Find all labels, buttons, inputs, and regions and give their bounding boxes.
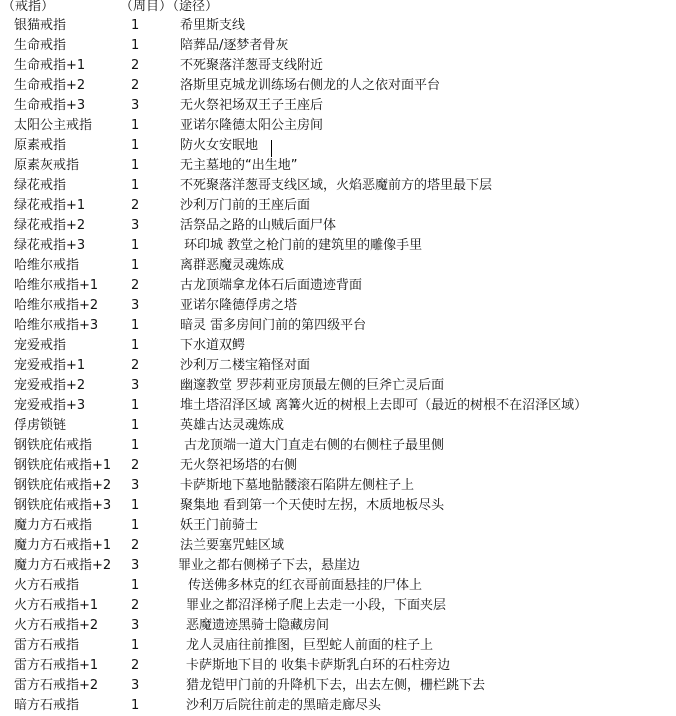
route-text: 下水道双鳄 — [180, 338, 246, 353]
cycle-number: 1 — [131, 158, 140, 173]
route-text: 环印城 教堂之枪门前的建筑里的雕像手里 — [184, 238, 423, 253]
ring-name: 生命戒指+3 — [14, 98, 86, 113]
route-text: 法兰要塞咒蛙区域 — [180, 538, 285, 553]
ring-name: 暗方石戒指 — [14, 698, 80, 713]
route-text: 离群恶魔灵魂炼成 — [180, 258, 285, 273]
cycle-number: 2 — [131, 658, 140, 673]
header-route: （途径） — [166, 0, 219, 14]
cycle-number: 2 — [131, 538, 140, 553]
ring-name: 原素戒指 — [14, 138, 67, 153]
table-row — [0, 256, 676, 276]
ring-name: 火方石戒指 — [14, 578, 80, 593]
table-row — [0, 376, 676, 396]
cycle-number: 1 — [131, 338, 140, 353]
table-row — [0, 16, 676, 36]
table-row — [0, 616, 676, 636]
route-text: 古龙顶端拿龙体石后面遗迹背面 — [180, 278, 363, 293]
table-row — [0, 656, 676, 676]
ring-name: 火方石戒指+1 — [14, 598, 99, 613]
table-row — [0, 296, 676, 316]
cycle-number: 2 — [131, 58, 140, 73]
cycle-number: 1 — [131, 438, 140, 453]
route-text: 无主墓地的“出生地” — [180, 158, 298, 173]
ring-name: 原素灰戒指 — [14, 158, 80, 173]
ring-name: 火方石戒指+2 — [14, 618, 99, 633]
ring-name: 绿花戒指+3 — [14, 238, 86, 253]
header-row — [0, 0, 676, 17]
route-text: 堆土塔沼泽区域 离篝火近的树根上去即可（最近的树根不在沼泽区域） — [180, 398, 588, 413]
table-row — [0, 476, 676, 496]
table-row — [0, 356, 676, 376]
route-text: 龙人灵庙往前推图，巨型蛇人前面的柱子上 — [186, 638, 434, 653]
cycle-number: 1 — [131, 398, 140, 413]
cycle-number: 3 — [131, 298, 140, 313]
cycle-number: 3 — [131, 218, 140, 233]
ring-name: 俘虏锁链 — [14, 418, 67, 433]
route-text: 英雄古达灵魂炼成 — [180, 418, 285, 433]
route-text: 活祭品之路的山贼后面尸体 — [180, 218, 337, 233]
ring-name: 生命戒指 — [14, 38, 67, 53]
table-row — [0, 56, 676, 76]
table-row — [0, 416, 676, 436]
route-text: 不死聚落洋葱哥支线区域，火焰恶魔前方的塔里最下层 — [180, 178, 493, 193]
route-text: 希里斯支线 — [180, 18, 246, 33]
table-row — [0, 456, 676, 476]
table-row — [0, 116, 676, 136]
route-text: 无火祭祀场双王子王座后 — [180, 98, 324, 113]
ring-name: 绿花戒指+2 — [14, 218, 86, 233]
table-row — [0, 156, 676, 176]
ring-name: 太阳公主戒指 — [14, 118, 93, 133]
ring-name: 钢铁庇佑戒指+3 — [14, 498, 112, 513]
ring-name: 雷方石戒指 — [14, 638, 80, 653]
cycle-number: 1 — [131, 698, 140, 713]
cycle-number: 2 — [131, 598, 140, 613]
table-row — [0, 576, 676, 596]
route-text: 沙利万二楼宝箱怪对面 — [180, 358, 311, 373]
cycle-number: 2 — [131, 78, 140, 93]
ring-name: 生命戒指+1 — [14, 58, 86, 73]
ring-name: 宠爱戒指 — [14, 338, 67, 353]
table-row — [0, 676, 676, 696]
route-text: 无火祭祀场塔的右侧 — [180, 458, 298, 473]
cycle-number: 1 — [131, 258, 140, 273]
cycle-number: 3 — [131, 378, 140, 393]
ring-name: 魔力方石戒指 — [14, 518, 93, 533]
cycle-number: 1 — [131, 318, 140, 333]
cycle-number: 1 — [131, 498, 140, 513]
cycle-number: 3 — [131, 478, 140, 493]
ring-name: 钢铁庇佑戒指 — [14, 438, 93, 453]
ring-name: 宠爱戒指+1 — [14, 358, 86, 373]
table-row — [0, 216, 676, 236]
route-text: 幽邃教堂 罗莎莉亚房顶最左侧的巨斧亡灵后面 — [180, 378, 445, 393]
cycle-number: 3 — [131, 618, 140, 633]
cycle-number: 3 — [131, 678, 140, 693]
ring-name: 哈维尔戒指+1 — [14, 278, 99, 293]
cycle-number: 1 — [131, 238, 140, 253]
route-text: 罪业之都沼泽梯子爬上去走一小段，下面夹层 — [186, 598, 447, 613]
cycle-number: 1 — [131, 138, 140, 153]
text-caret — [271, 140, 272, 157]
cycle-number: 3 — [131, 98, 140, 113]
ring-name: 银猫戒指 — [14, 18, 67, 33]
table-row — [0, 396, 676, 416]
route-text: 传送佛多林克的红衣哥前面悬挂的尸体上 — [188, 578, 423, 593]
table-row — [0, 636, 676, 656]
cycle-number: 1 — [131, 38, 140, 53]
cycle-number: 1 — [131, 118, 140, 133]
ring-name: 绿花戒指 — [14, 178, 67, 193]
route-text: 罪业之都右侧梯子下去，悬崖边 — [178, 558, 361, 573]
ring-name: 哈维尔戒指+3 — [14, 318, 99, 333]
header-cycle: （周目） — [120, 0, 173, 14]
cycle-number: 1 — [131, 178, 140, 193]
table-row — [0, 496, 676, 516]
table-row — [0, 96, 676, 116]
route-text: 防火女安眠地 — [180, 138, 259, 153]
cycle-number: 2 — [131, 458, 140, 473]
ring-name: 宠爱戒指+2 — [14, 378, 86, 393]
table-row — [0, 516, 676, 536]
cycle-number: 1 — [131, 578, 140, 593]
ring-name: 绿花戒指+1 — [14, 198, 86, 213]
route-text: 陪葬品/逐梦者骨灰 — [180, 38, 289, 53]
ring-name: 钢铁庇佑戒指+1 — [14, 458, 112, 473]
cycle-number: 2 — [131, 358, 140, 373]
route-text: 亚诺尔隆德太阳公主房间 — [180, 118, 324, 133]
route-text: 猎龙铠甲门前的升降机下去，出去左侧，栅栏跳下去 — [186, 678, 486, 693]
ring-name: 宠爱戒指+3 — [14, 398, 86, 413]
table-row — [0, 76, 676, 96]
route-text: 妖王门前骑士 — [180, 518, 259, 533]
route-text: 洛斯里克城龙训练场右侧龙的人之依对面平台 — [180, 78, 441, 93]
route-text: 卡萨斯地下墓地骷髅滚石陷阱左侧柱子上 — [180, 478, 415, 493]
route-text: 不死聚落洋葱哥支线附近 — [180, 58, 324, 73]
ring-name: 生命戒指+2 — [14, 78, 86, 93]
ring-name: 哈维尔戒指+2 — [14, 298, 99, 313]
route-text: 亚诺尔隆德俘虏之塔 — [180, 298, 298, 313]
table-row — [0, 436, 676, 456]
ring-name: 雷方石戒指+2 — [14, 678, 99, 693]
ring-name: 哈维尔戒指 — [14, 258, 80, 273]
ring-name: 钢铁庇佑戒指+2 — [14, 478, 112, 493]
cycle-number: 1 — [131, 518, 140, 533]
route-text: 暗灵 雷多房间门前的第四级平台 — [180, 318, 367, 333]
table-row — [0, 136, 676, 156]
table-row — [0, 556, 676, 576]
table-row — [0, 196, 676, 216]
table-row — [0, 696, 676, 716]
table-row — [0, 276, 676, 296]
route-text: 恶魔遗迹黑骑士隐藏房间 — [186, 618, 330, 633]
header-ring: （戒指） — [2, 0, 55, 14]
route-text: 古龙顶端一道大门直走右侧的右侧柱子最里侧 — [184, 438, 445, 453]
ring-name: 魔力方石戒指+2 — [14, 558, 112, 573]
table-row — [0, 236, 676, 256]
table-row — [0, 176, 676, 196]
route-text: 沙利万门前的王座后面 — [180, 198, 311, 213]
route-text: 卡萨斯地下目的 收集卡萨斯乳白环的石柱旁边 — [186, 658, 451, 673]
ring-name: 雷方石戒指+1 — [14, 658, 99, 673]
route-text: 聚集地 看到第一个天使时左拐，木质地板尽头 — [180, 498, 445, 513]
table-row — [0, 36, 676, 56]
table-row — [0, 316, 676, 336]
cycle-number: 1 — [131, 418, 140, 433]
route-text: 沙利万后院往前走的黑暗走廊尽头 — [186, 698, 382, 713]
cycle-number: 1 — [131, 18, 140, 33]
table-row — [0, 336, 676, 356]
ring-name: 魔力方石戒指+1 — [14, 538, 112, 553]
cycle-number: 2 — [131, 198, 140, 213]
cycle-number: 1 — [131, 638, 140, 653]
cycle-number: 3 — [131, 558, 140, 573]
table-row — [0, 536, 676, 556]
cycle-number: 2 — [131, 278, 140, 293]
table-row — [0, 596, 676, 616]
